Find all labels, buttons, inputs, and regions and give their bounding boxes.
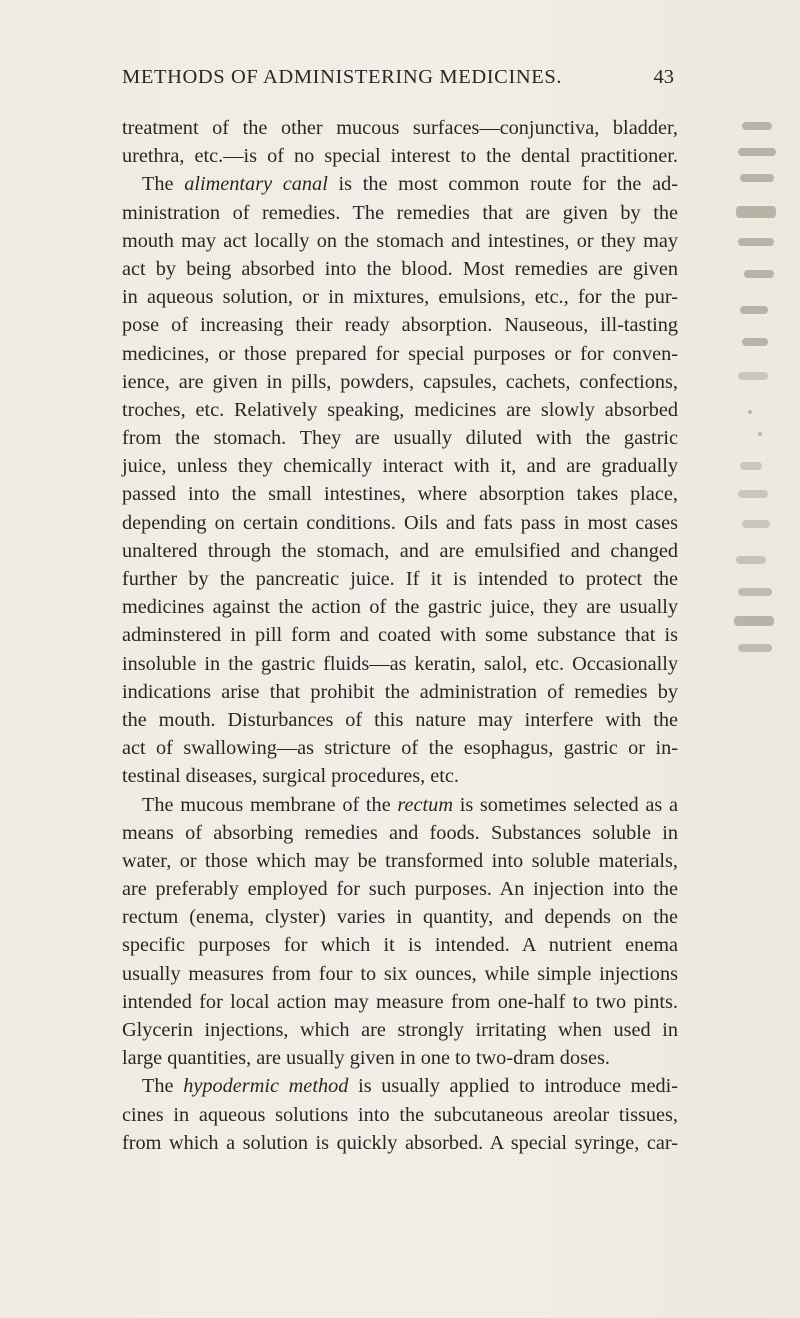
bleed-through-margin bbox=[728, 110, 800, 800]
bleed-mark bbox=[736, 206, 776, 218]
text-segment: The bbox=[142, 1075, 184, 1098]
page-number: 43 bbox=[653, 66, 674, 88]
bleed-mark bbox=[734, 616, 774, 626]
text-segment: is the most common route for the ad- bbox=[327, 173, 678, 196]
text-line: usually measures from four to six ounces, while simple injections bbox=[122, 962, 678, 985]
text-line: means of absorbing remedies and foods. Substances soluble in bbox=[122, 821, 678, 844]
text-segment: is sometimes selected as a bbox=[452, 793, 678, 816]
text-line: in aqueous solution, or in mixtures, emulsions, etc., for the pur- bbox=[122, 286, 678, 309]
bleed-mark bbox=[740, 174, 774, 182]
italic-term: alimentary canal bbox=[184, 173, 328, 196]
text-line: pose of increasing their ready absorption. Nauseous, ill-tasting bbox=[122, 314, 678, 337]
text-line: mouth may act locally on the stomach and intestines, or they may bbox=[122, 229, 678, 252]
text-line bbox=[122, 170, 678, 198]
italic-term: rectum bbox=[397, 793, 453, 816]
text-line: from which a solution is quickly absorbed. A special syringe, car- bbox=[122, 1131, 678, 1154]
bleed-mark bbox=[742, 520, 770, 528]
italic-term: hypodermic method bbox=[183, 1075, 349, 1098]
bleed-mark bbox=[738, 148, 776, 156]
text-line: passed into the small intestines, where absorption takes place, bbox=[122, 483, 678, 506]
bleed-mark bbox=[738, 238, 774, 246]
text-line: juice, unless they chemically interact with it, and are gradually bbox=[122, 455, 678, 478]
text-line: ministration of remedies. The remedies that are given by the bbox=[122, 201, 678, 224]
text-line: urethra, etc.—is of no special interest to the dental practitioner. bbox=[122, 145, 678, 168]
text-line: from the stomach. They are usually diluted with the gastric bbox=[122, 427, 678, 450]
text-line: adminstered in pill form and coated with some substance that is bbox=[122, 624, 678, 647]
bleed-mark bbox=[740, 306, 768, 314]
text-segment: is usually applied to introduce medi- bbox=[348, 1075, 678, 1098]
text-line bbox=[122, 791, 678, 819]
text-line: indications arise that prohibit the administration of remedies by bbox=[122, 680, 678, 703]
bleed-mark bbox=[758, 432, 762, 436]
text-line: large quantities, are usually given in one to two-dram doses. bbox=[122, 1047, 610, 1070]
bleed-mark bbox=[738, 372, 768, 380]
text-line: insoluble in the gastric fluids—as keratin, salol, etc. Occasionally bbox=[122, 652, 678, 675]
text-line: unaltered through the stomach, and are emulsified and changed bbox=[122, 539, 678, 562]
body-text bbox=[122, 114, 678, 1157]
text-line: cines in aqueous solutions into the subcutaneous areolar tissues, bbox=[122, 1103, 678, 1126]
text-line: act by being absorbed into the blood. Most remedies are given bbox=[122, 257, 678, 280]
bleed-mark bbox=[738, 490, 768, 498]
bleed-mark bbox=[738, 644, 772, 652]
text-line: are preferably employed for such purposes. An injection into the bbox=[122, 878, 678, 901]
text-line: medicines, or those prepared for special purposes or for conven- bbox=[122, 342, 678, 365]
running-head: METHODS OF ADMINISTERING MEDICINES. bbox=[122, 66, 563, 88]
text-line bbox=[122, 1072, 678, 1100]
bleed-mark bbox=[736, 556, 766, 564]
text-line: Glycerin injections, which are strongly irritating when used in bbox=[122, 1019, 678, 1041]
text-line: depending on certain conditions. Oils and fats pass in most cases bbox=[122, 511, 678, 534]
text-line: specific purposes for which it is intended. A nutrient enema bbox=[122, 934, 678, 957]
text-line: treatment of the other mucous surfaces—conjunctiva, bladder, bbox=[122, 117, 678, 139]
text-line: intended for local action may measure from one-half to two pints. bbox=[122, 990, 678, 1013]
text-line: testinal diseases, surgical procedures, etc. bbox=[122, 765, 459, 788]
bleed-mark bbox=[742, 338, 768, 346]
bleed-mark bbox=[742, 122, 772, 130]
text-line: medicines against the action of the gastric juice, they are usually bbox=[122, 596, 678, 619]
text-segment: The bbox=[142, 173, 185, 196]
page-header bbox=[122, 66, 674, 96]
bleed-mark bbox=[748, 410, 752, 414]
bleed-mark bbox=[744, 270, 774, 278]
bleed-mark bbox=[738, 588, 772, 596]
text-line: the mouth. Disturbances of this nature may interfere with the bbox=[122, 708, 678, 731]
text-line: ience, are given in pills, powders, capsules, cachets, confections, bbox=[122, 370, 678, 393]
text-line: troches, etc. Relatively speaking, medicines are slowly absorbed bbox=[122, 398, 678, 421]
text-line: rectum (enema, clyster) varies in quantity, and depends on the bbox=[122, 906, 678, 929]
text-segment: The mucous membrane of the bbox=[142, 793, 398, 816]
text-line: further by the pancreatic juice. If it is intended to protect the bbox=[122, 568, 678, 590]
bleed-mark bbox=[740, 462, 762, 470]
text-line: water, or those which may be transformed into soluble materials, bbox=[122, 849, 678, 872]
text-line: act of swallowing—as stricture of the esophagus, gastric or in- bbox=[122, 737, 678, 760]
